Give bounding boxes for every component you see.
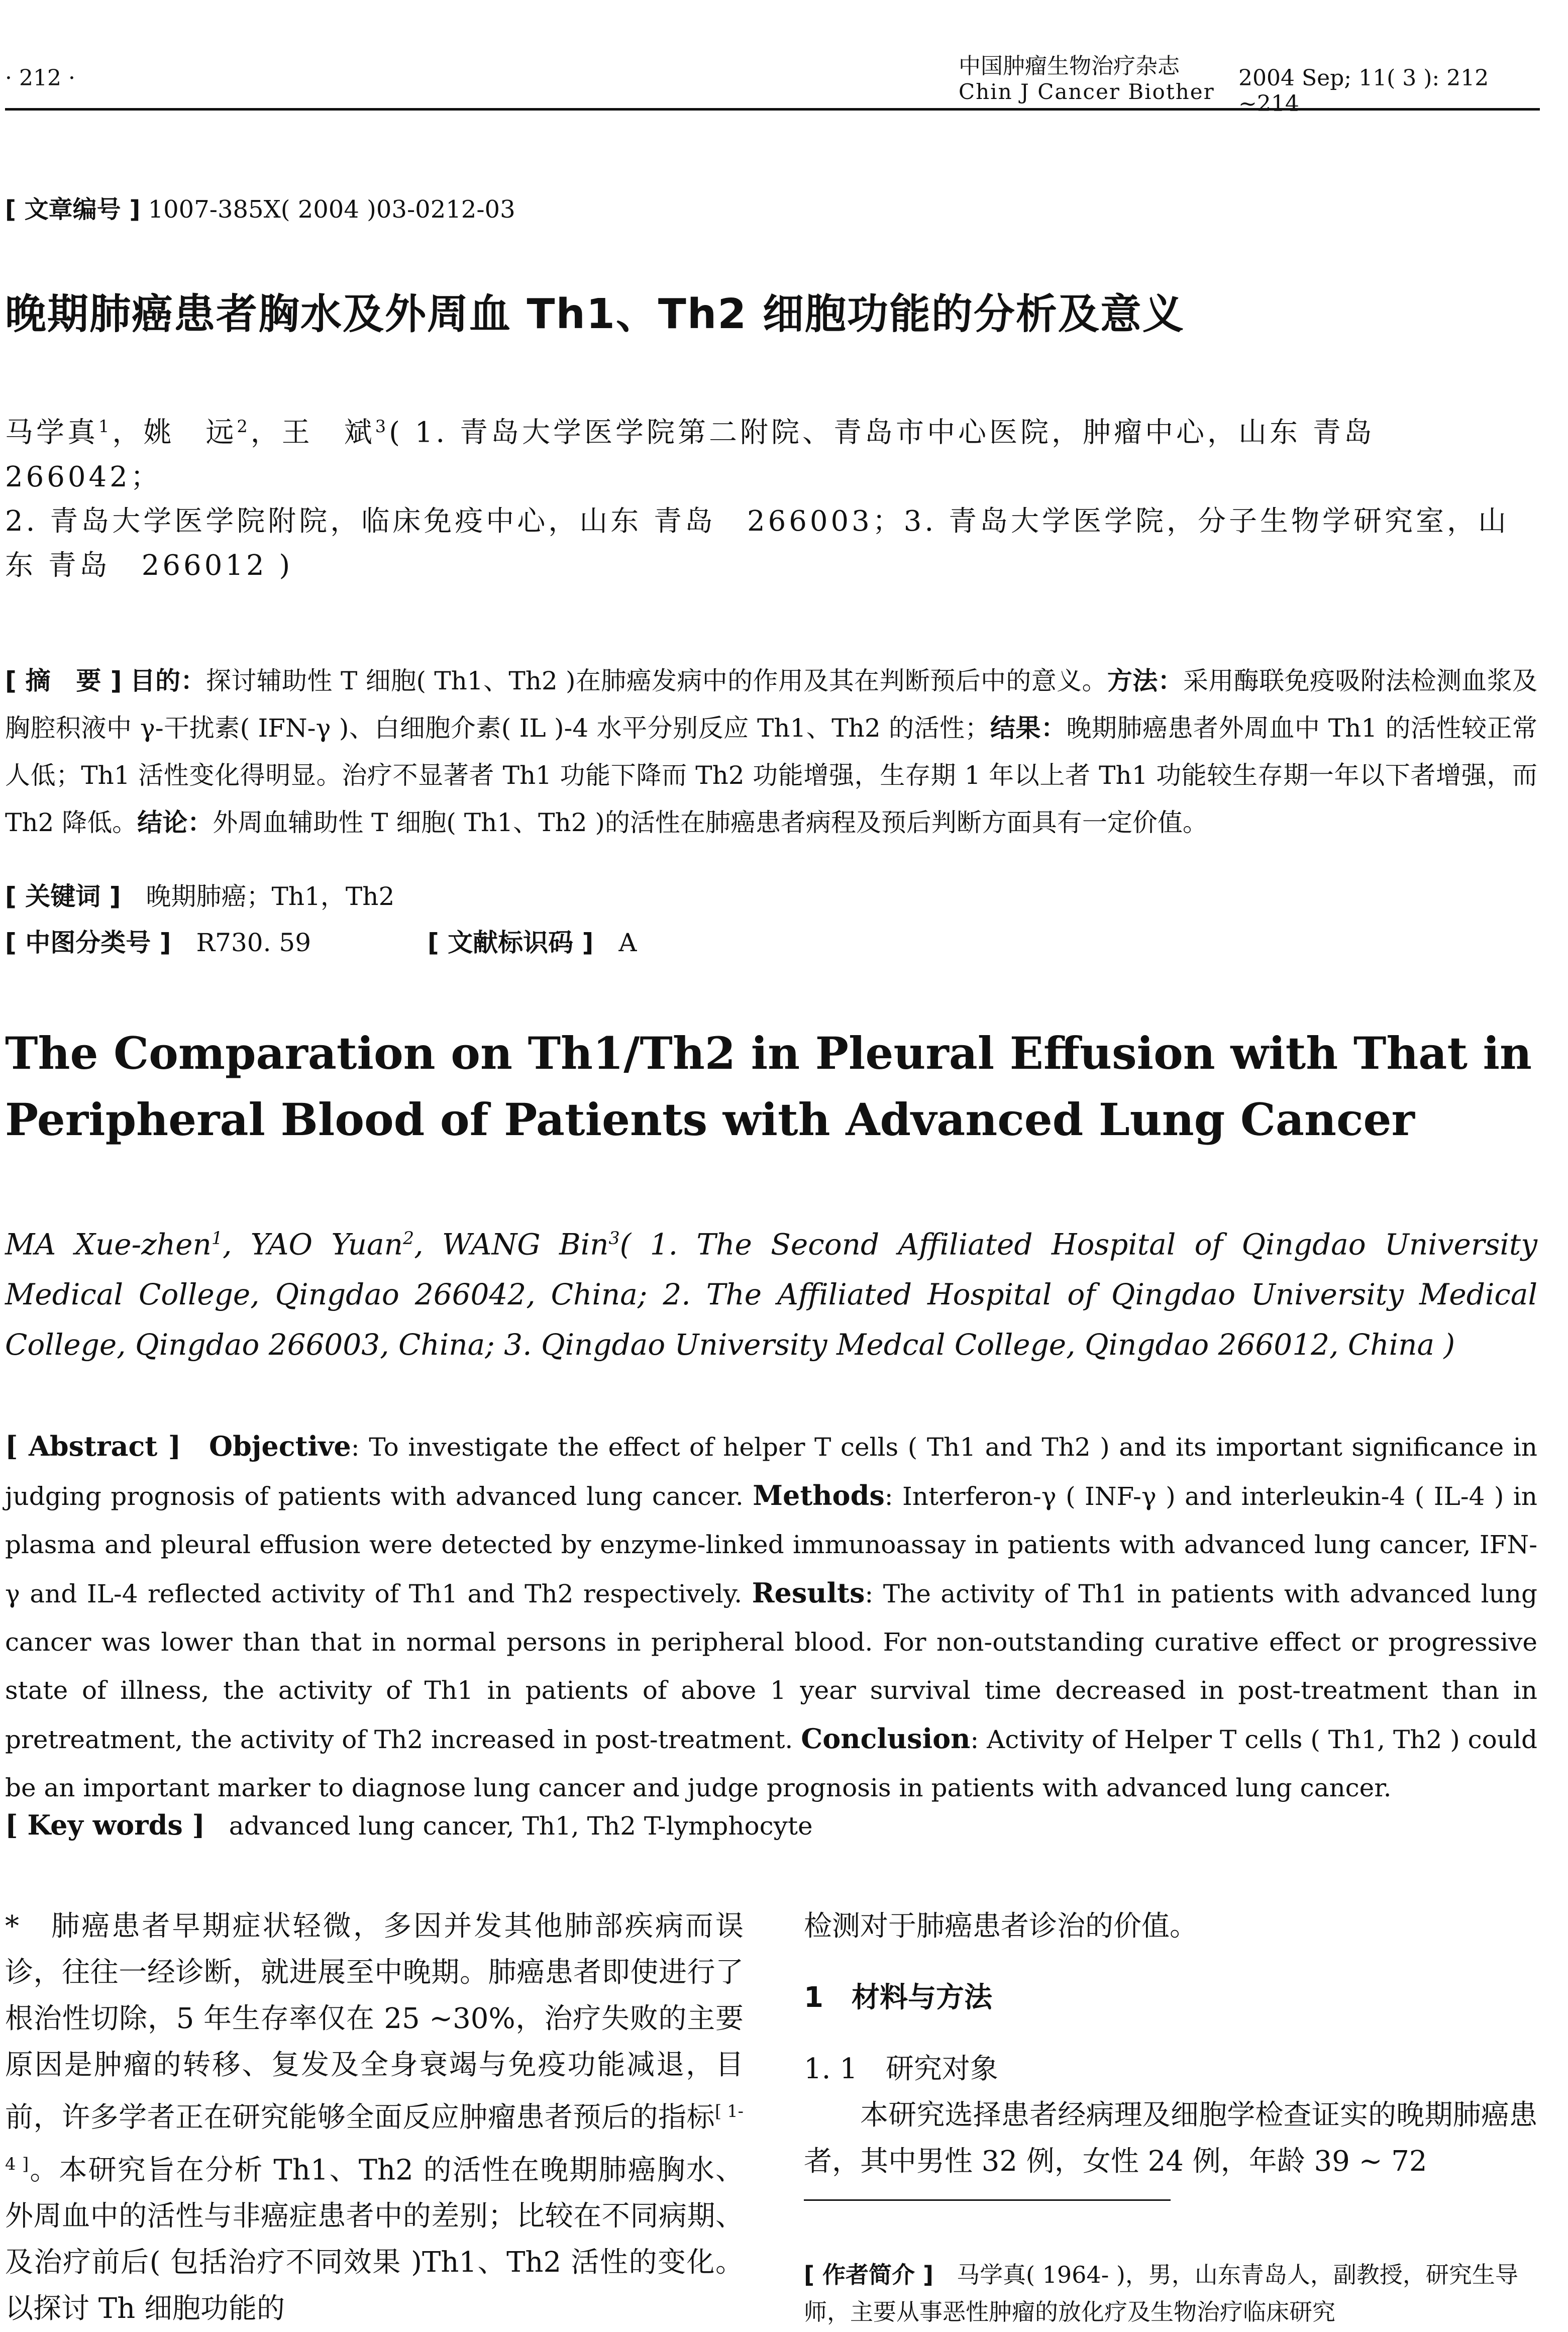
issue-info: 2004 Sep; 11( 3 ): 212 ~214 (1238, 65, 1489, 117)
affiliation-cn-2: 2. 青岛大学医学院附院，临床免疫中心，山东 青岛 266003；3. 青岛大学医学院，分子生物学研究室，山东 青岛 266012 ) (5, 504, 1510, 582)
affiliation-en: ( 1. The Second Affiliated Hospital of Qingdao University Medical College, Qingdao 266042, China; 2. The Affiliated Hospital of Qingdao University Medical College, Qingdao 266003, China; 3. Qingdao University Medcal College, Qingdao 266012, China ) (5, 1227, 1537, 1362)
article-number-label: [ 文章编号 ] (5, 195, 141, 224)
section-heading-1: 1 材料与方法 (804, 1981, 992, 2014)
abstract-cn: [ 摘 要 ] 目的：探讨辅助性 T 细胞( Th1、Th2 )在肺癌发病中的作用及其在判断预后中的意义。方法：采用酶联免疫吸附法检测血浆及胸腔积液中 γ-干扰素( IFN-γ )、白细胞介素( IL )-4 水平分别反应 Th1、Th2 的活性；结果：晚期肺癌患者外周血中 Th1 的活性较正常人低；Th1 活性变化得明显。治疗不显著者 Th1 功能下降而 Th2 功能增强，生存期 1 年以上者 Th1 功能较生存期一年以下者增强，而 Th2 降低。结论：外周血辅助性 T 细胞( Th1、Th2 )的活性在肺癌患者病程及预后判断方面具有一定价值。 (5, 666, 1538, 837)
article-number (5, 190, 515, 225)
page-header (5, 20, 1540, 117)
keywords-cn-value: 晚期肺癌；Th1，Th2 (146, 882, 395, 911)
body-right-column (804, 1903, 1537, 2185)
author-note-value: 马学真( 1964- )，男，山东青岛人，副教授，研究生导师，主要从事恶性肿瘤的放化疗及生物治疗临床研究 (804, 2261, 1518, 2325)
keywords-cn (5, 876, 394, 912)
keywords-cn-label: [ 关键词 ] (5, 882, 121, 911)
author-cn-3: ，王 斌 (250, 416, 375, 449)
journal-name-cn: 中国肿瘤生物治疗杂志 (959, 53, 1180, 79)
author-en-3: , WANG Bin (414, 1227, 609, 1262)
affiliation-cn: ( 1. 青岛大学医学院第二附院、青岛市中心医院，肿瘤中心，山东 青岛 266042； (5, 416, 1375, 493)
author-cn-1: 马学真 (5, 416, 98, 449)
title-en: The Comparation on Th1/Th2 in Pleural Effusion with That in Peripheral Blood of Patients with Advanced Lung Cancer (5, 1027, 1532, 1146)
abstract-en: [ Abstract ] Objective: To investigate the effect of helper T cells ( Th1 and Th2 ) and its important significance in judging prognosis of patients with advanced lung cancer. Methods: Interferon-γ ( INF-γ ) and interleukin-4 ( IL-4 ) in plasma and pleural effusion were detected by enzyme-linked immunoassay in patients with advanced lung cancer, IFN-γ and IL-4 reflected activity of Th1 and Th2 respectively. Results: The activity of Th1 in patients with advanced lung cancer was lower than that in normal persons in peripheral blood. For non-outstanding curative effect or progressive state of illness, the activity of Th1 in patients of above 1 year survival time decreased in post-treatment than in pretreatment, the activity of Th2 increased in post-treatment. Conclusion: Activity of Helper T cells ( Th1, Th2 ) could be an important marker to diagnose lung cancer and judge prognosis in patients with advanced lung cancer. (5, 1430, 1538, 1802)
citation-ref: [ 1-4 ] (5, 2101, 744, 2174)
article-number-value: 1007-385X( 2004 )03-0212-03 (148, 195, 515, 224)
doc-code-label: [ 文献标识码 ] (427, 928, 594, 957)
author-cn-2: ，姚 远 (112, 416, 237, 449)
body-left-column: * 肺癌患者早期症状轻微，多因并发其他肺部疾病而误诊，往往一经诊断，就进展至中晚期。肺癌患者即使进行了根治性切除，5 年生存率仅在 25 ~30%，治疗失败的主要原因是肿瘤的转移、复发及全身衰竭与免疫功能减退，目前，许多学者正在研究能够全面反应肿瘤患者预后的指标[ 1-4 ]。本研究旨在分析 Th1、Th2 的活性在晚期肺癌胸水、外周血中的活性与非癌症患者中的差别；比较在不同病期、及治疗前后( 包括治疗不同效果 )Th1、Th2 活性的变化。以探讨 Th 细胞功能的 (5, 1910, 744, 2325)
page-number: · 212 · (5, 65, 75, 91)
author-en-1: MA Xue-zhen (5, 1227, 212, 1262)
authors-cn: 马学真$^1$，姚 远$^2$，王 斌$^3$( 1. 青岛大学医学院第二附院、青岛市中心医院，肿瘤中心，山东 青岛 266042； 2. 青岛大学医学院附院，临床免疫中心，山东 青岛 266003；3. 青岛大学医学院，分子生物学研究室，山东 青岛 266012 ) (5, 416, 1510, 582)
methods-paragraph: 本研究选择患者经病理及细胞学检查证实的晚期肺癌患者，其中男性 32 例，女性 24 例，年龄 39 ~ 72 (804, 2099, 1537, 2178)
title-cn: 晚期肺癌患者胸水及外周血 Th1、Th2 细胞功能的分析及意义 (5, 290, 1185, 338)
classification (5, 923, 637, 959)
journal-name-en: Chin J Cancer Biother (959, 79, 1215, 104)
intro-paragraph-end: 检测对于肺癌患者诊治的价值。 (804, 1910, 1198, 1943)
keywords-en (5, 1809, 813, 1841)
intro-paragraph: * 肺癌患者早期症状轻微，多因并发其他肺部疾病而误诊，往往一经诊断，就进展至中晚期。肺癌患者即使进行了根治性切除，5 年生存率仅在 25 ~30%，治疗失败的主要原因是肿瘤的转移、复发及全身衰竭与免疫功能减退，目前，许多学者正在研究能够全面反应肿瘤患者预后的指标 (5, 1910, 744, 2134)
keywords-en-value: advanced lung cancer, Th1, Th2 T-lymphocyte (229, 1811, 813, 1841)
doc-code-value: A (618, 928, 637, 957)
abstract-en-label: [ Abstract ] (5, 1430, 181, 1462)
footnote-divider (804, 2199, 1171, 2201)
authors-en: MA Xue-zhen$^1$, YAO Yuan$^2$, WANG Bin$^3$( 1. The Second Affiliated Hospital of Qingdao University Medical College, Qingdao 266042, China; 2. The Affiliated Hospital of Qingdao University Medical College, Qingdao 266003, China; 3. Qingdao University Medcal College, Qingdao 266012, China ) (5, 1227, 1537, 1362)
author-en-2: , YAO Yuan (222, 1227, 403, 1262)
abstract-cn-label: [ 摘 要 ] (5, 666, 122, 695)
class-no-value: R730. 59 (196, 928, 311, 957)
keywords-en-label: [ Key words ] (5, 1809, 205, 1841)
class-no-label: [ 中图分类号 ] (5, 928, 171, 957)
author-note-label: [ 作者简介 ] (804, 2261, 934, 2288)
section-heading-1-1: 1. 1 研究对象 (804, 2053, 998, 2085)
